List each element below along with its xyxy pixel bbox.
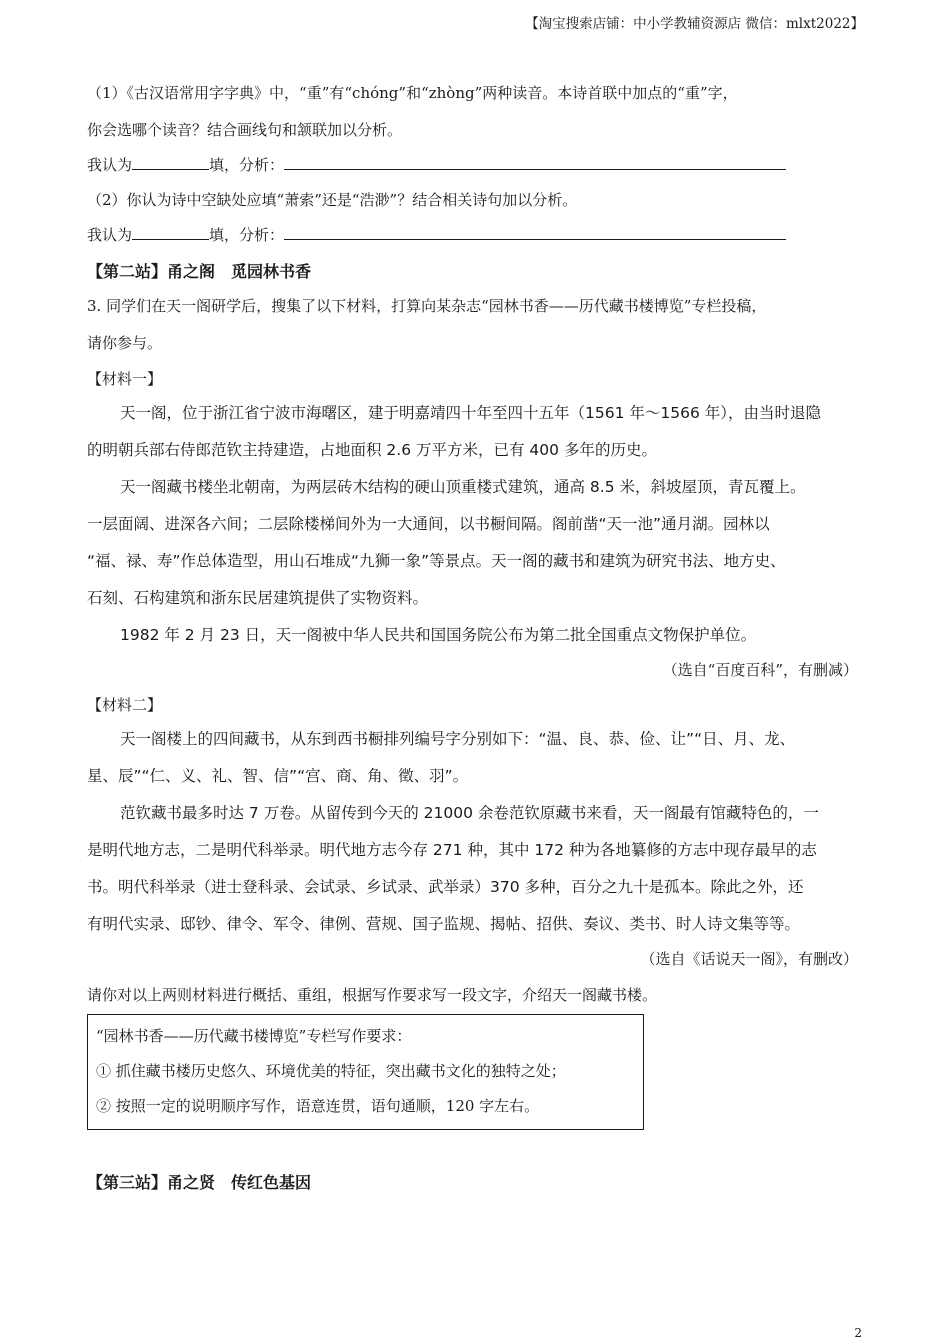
q2-sub2-line1: （2）你认为诗中空缺处应填“萧索”还是“浩渺”？结合相关诗句加以分析。 xyxy=(87,191,578,209)
page-header: 【淘宝搜索店铺：中小学教辅资源店 微信：mlxt2022】 xyxy=(525,16,864,32)
m1-p2-line4: 石刻、石构建筑和浙东民居建筑提供了实物资料。 xyxy=(87,589,429,607)
m2-p2-line4: 有明代实录、邸钞、律令、军令、律例、营规、国子监规、揭帖、招供、奏议、类书、时人诗文集等等。 xyxy=(87,915,801,933)
m1-source: （选自“百度百科”，有删减） xyxy=(662,661,858,679)
answer2-analysis-line[interactable] xyxy=(284,224,786,240)
answer1-middle: 填，分析： xyxy=(209,156,285,174)
q3-task: 请你对以上两则材料进行概括、重组，根据写作要求写一段文字，介绍天一阁藏书楼。 xyxy=(87,986,658,1004)
q3-intro-line2: 请你参与。 xyxy=(87,334,163,352)
m2-p2-line3: 书。明代科举录（进士登科录、会试录、乡试录、武举录）370 多种，百分之九十是孤本。除此之外，还 xyxy=(87,878,804,896)
q3-intro-line1: 3. 同学们在天一阁研学后，搜集了以下材料，打算向某杂志“园林书香——历代藏书楼博览”专栏投稿， xyxy=(87,297,767,315)
m1-p2-line3: “福、禄、寿”作总体造型，用山石堆成“九狮一象”等景点。天一阁的藏书和建筑为研究书法、地方史、 xyxy=(87,552,786,570)
q2-answer2-row xyxy=(87,224,786,245)
req-item-2: ② 按照一定的说明顺序写作，语意连贯，语句通顺，120 字左右。 xyxy=(96,1097,540,1115)
m1-p1-line2: 的明朝兵部右侍郎范钦主持建造，占地面积 2.6 万平方米，已有 400 多年的历史。 xyxy=(87,441,657,459)
req-item-1: ① 抓住藏书楼历史悠久、环境优美的特征，突出藏书文化的独特之处； xyxy=(96,1062,566,1080)
answer2-blank[interactable] xyxy=(132,224,209,240)
m2-source: （选自《话说天一阁》，有删改） xyxy=(640,950,858,968)
answer1-prefix: 我认为 xyxy=(87,156,133,174)
answer2-middle: 填，分析： xyxy=(209,226,285,244)
m2-p2-line2: 是明代地方志，二是明代科举录。明代地方志今存 271 种，其中 172 种为各地纂修的方志中现存最早的志 xyxy=(87,841,817,859)
m1-p2-line2: 一层面阔、进深各六间；二层除楼梯间外为一大通间，以书橱间隔。阁前凿“天一池”通月湖。园林以 xyxy=(87,515,770,533)
m2-p1-line1: 天一阁楼上的四间藏书，从东到西书橱排列编号字分别如下：“温、良、恭、俭、让”“日、月、龙、 xyxy=(120,730,796,748)
req-title: “园林书香——历代藏书楼博览”专栏写作要求： xyxy=(96,1027,412,1045)
m1-p3-line1: 1982 年 2 月 23 日，天一阁被中华人民共和国国务院公布为第二批全国重点文物保护单位。 xyxy=(120,626,757,644)
station2-title: 【第二站】甬之阁 觅园林书香 xyxy=(87,262,312,281)
material1-label: 【材料一】 xyxy=(87,370,163,388)
page-number: 2 xyxy=(854,1326,862,1340)
m2-p2-line1: 范钦藏书最多时达 7 万卷。从留传到今天的 21000 余卷范钦原藏书来看，天一阁最有馆藏特色的，一 xyxy=(120,804,819,822)
answer1-analysis-line[interactable] xyxy=(284,154,786,170)
m1-p2-line1: 天一阁藏书楼坐北朝南，为两层砖木结构的硬山顶重楼式建筑，通高 8.5 米，斜坡屋顶，青瓦覆上。 xyxy=(120,478,806,496)
station3-title: 【第三站】甬之贤 传红色基因 xyxy=(87,1173,312,1192)
q2-sub1-line1: （1）《古汉语常用字字典》中，“重”有“chóng”和“zhòng”两种读音。本诗首联中加点的“重”字， xyxy=(87,84,738,102)
answer1-blank[interactable] xyxy=(132,154,209,170)
material2-label: 【材料二】 xyxy=(87,696,163,714)
answer2-prefix: 我认为 xyxy=(87,226,133,244)
q2-answer1-row xyxy=(87,154,786,175)
q2-sub1-line2: 你会选哪个读音？结合画线句和颔联加以分析。 xyxy=(87,121,403,139)
m2-p1-line2: 星、辰”“仁、义、礼、智、信”“宫、商、角、徵、羽”。 xyxy=(87,767,469,785)
m1-p1-line1: 天一阁，位于浙江省宁波市海曙区，建于明嘉靖四十年至四十五年（1561 年～1566 年），由当时退隐 xyxy=(120,404,821,422)
writing-requirements-box xyxy=(87,1014,644,1130)
